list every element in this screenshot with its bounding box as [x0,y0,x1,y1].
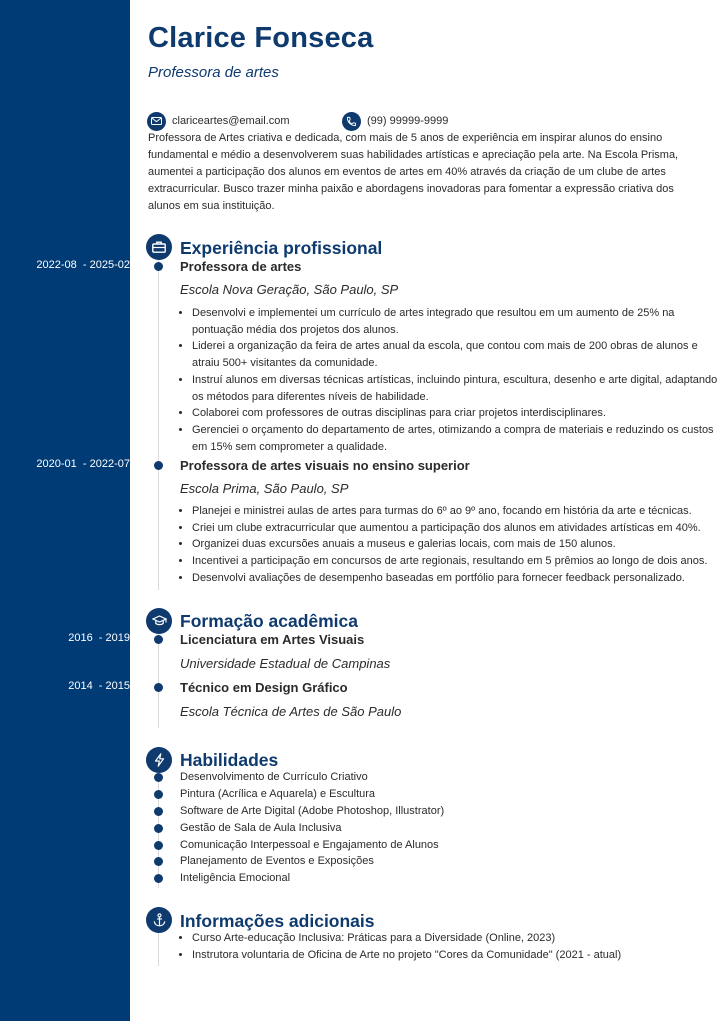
timeline-dot [154,683,163,692]
institution: Escola Técnica de Artes de São Paulo [180,704,402,719]
timeline-line-education [158,633,159,728]
additional-bullets [180,930,720,963]
list-item: • Desenvolvi e implementei um currículo de artes integrado que resultou em um aumento de 25% na pontuação média dos projetos dos alunos. [192,305,720,338]
list-item: • Desenvolvi avaliações de desempenho baseadas em portfólio para fornecer feedback personalizado. [192,570,720,587]
timeline-dot [154,874,163,883]
experience-title: Experiência profissional [180,238,383,258]
list-item: • Colaborei com professores de outras disciplinas para criar projetos interdisciplinares. [192,405,720,422]
briefcase-icon [152,241,166,253]
skill-item: Desenvolvimento de Currículo Criativo [180,771,368,783]
timeline-dot [154,841,163,850]
list-item: • Instrutora voluntaria de Oficina de Arte no projeto "Cores da Comunidade" (2021 - atual) [192,947,720,964]
skills-section-icon [146,747,172,773]
degree-title: Licenciatura em Artes Visuais [180,632,365,647]
job-bullets [180,503,720,587]
education-title: Formação acadêmica [180,611,359,631]
job-dates: 2020-01 - 2022-07 [36,458,130,470]
lightning-icon [154,753,165,767]
sidebar [0,0,130,1021]
phone-text[interactable]: (99) 99999-9999 [367,115,449,127]
list-item: • Liderei a organização da feira de artes anual da escola, que contou com mais de 200 obras de alunos e atraiu 500+ visitantes da comunidade. [192,338,720,371]
timeline-dot [154,773,163,782]
list-item: • Planejei e ministrei aulas de artes para turmas do 6º ao 9º ano, focando em história da arte e técnicas. [192,503,720,520]
education-dates: 2016 - 2019 [68,632,130,644]
timeline-dot [154,635,163,644]
degree-title: Técnico em Design Gráfico [180,680,348,695]
skill-item: Comunicação Interpessoal e Engajamento de Alunos [180,839,439,851]
timeline-dot [154,461,163,470]
institution: Universidade Estadual de Campinas [180,656,391,671]
experience-section-icon [146,234,172,260]
job-title: Professora de artes [180,259,302,274]
profile-summary: Professora de Artes criativa e dedicada, com mais de 5 anos de experiência em inspirar alunos do ensino fundamental e médio a desenvolverem suas habilidades artísticas e apreciação pela arte. Na Escola Prisma, aumentei a participação dos alunos em eventos de artes em 40% através da criação de um clube de artes extracurricular. Busco trazer minha paixão e abordagens inovadoras para fomentar a expressão criativa dos alunos em sua instituição. [148,132,679,212]
job-bullets [180,305,720,455]
skills-title: Habilidades [180,750,279,770]
list-item: • Instruí alunos em diversas técnicas artísticas, incluindo pintura, escultura, desenho e arte digital, adaptando os métodos para diferentes níveis de habilidade. [192,372,720,405]
timeline-line-additional [158,932,159,966]
list-item: • Incentivei a participação em concursos de arte regionais, resultando em 5 prêmios ao longo de dois anos. [192,553,720,570]
job-title: Professora de artes visuais no ensino superior [180,458,470,473]
list-item: • Gerenciei o orçamento do departamento de artes, otimizando a compra de materiais e reduzindo os custos em 15% sem comprometer a qualidade. [192,422,720,455]
additional-title: Informações adicionais [180,911,375,931]
education-dates: 2014 - 2015 [68,680,130,692]
skill-item: Software de Arte Digital (Adobe Photoshop, Illustrator) [180,805,445,817]
timeline-dot [154,262,163,271]
skill-item: Planejamento de Eventos e Exposições [180,855,374,867]
candidate-role: Professora de artes [148,64,279,81]
timeline-dot [154,857,163,866]
education-section-icon [146,608,172,634]
contact-email [147,111,290,131]
timeline-dot [154,790,163,799]
envelope-icon [147,112,166,131]
phone-icon [342,112,361,131]
email-text[interactable]: clariceartes@email.com [172,115,290,127]
list-item: • Criei um clube extracurricular que aumentou a participação dos alunos em atividades artísticas em 40%. [192,520,720,537]
timeline-dot [154,807,163,816]
additional-section-icon [146,907,172,933]
job-organization: Escola Nova Geração, São Paulo, SP [180,282,399,297]
list-item: • Organizei duas excursões anuais a museus e galerias locais, com mais de 150 alunos. [192,536,720,553]
anchor-icon [153,913,166,927]
timeline-line-experience [158,260,159,590]
job-organization: Escola Prima, São Paulo, SP [180,481,349,496]
skill-item: Gestão de Sala de Aula Inclusiva [180,822,342,834]
skill-item: Inteligência Emocional [180,872,291,884]
contact-phone [342,111,448,131]
job-dates: 2022-08 - 2025-02 [36,259,130,271]
list-item: • Curso Arte-educação Inclusiva: Práticas para a Diversidade (Online, 2023) [192,930,720,947]
candidate-name: Clarice Fonseca [148,22,374,54]
timeline-dot [154,824,163,833]
graduation-cap-icon [152,615,167,627]
skill-item: Pintura (Acrílica e Aquarela) e Escultura [180,788,376,800]
